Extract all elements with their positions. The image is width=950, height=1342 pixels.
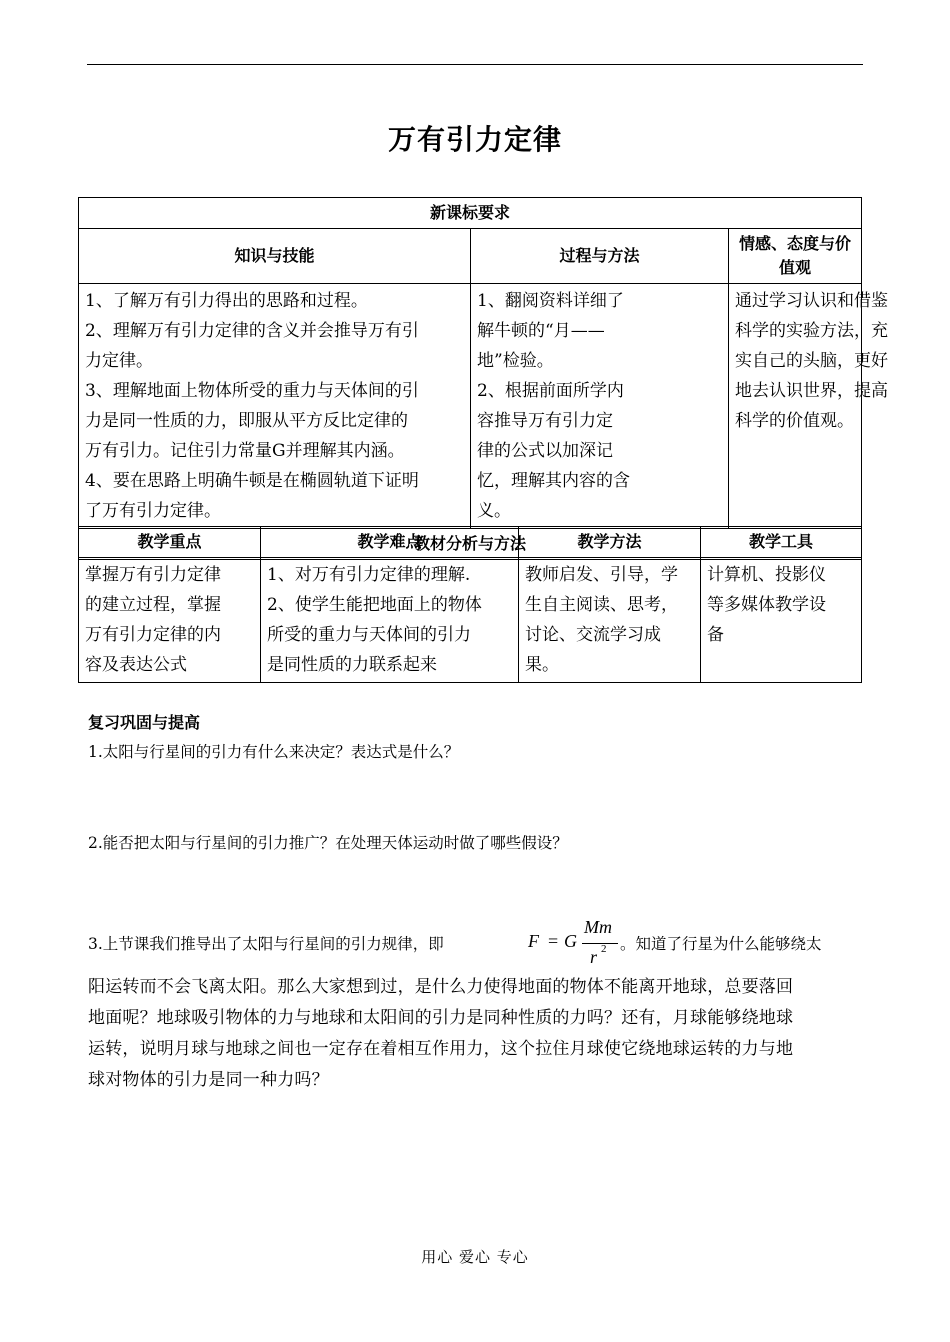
text-line: 的建立过程，掌握 [85,595,221,615]
text-line: 了万有引力定律。 [85,501,221,521]
text-line: 2、使学生能把地面上的物体 [267,595,482,615]
text-line: 地面呢？地球吸引物体的力与地球和太阳间的引力是同种性质的力吗？还有，月球能够绕地球 [88,1008,794,1028]
col-difficulty: 教学难点 [261,527,519,558]
text-line: 等多媒体教学设 [707,595,826,615]
text-line: 备 [707,625,724,645]
text-line: 掌握万有引力定律 [85,565,221,585]
col-knowledge: 知识与技能 [79,229,471,284]
text-line: 4、要在思路上明确牛顿是在椭圆轨道下证明 [85,471,419,491]
text-line: 地”检验。 [477,351,554,371]
fraction-bar [582,943,618,944]
emotion-cell [729,284,888,529]
text-line: 实自己的头脑，更好 [735,351,888,371]
text-line: 科学的价值观。 [735,411,854,431]
curriculum-table [78,197,888,560]
text-line: 所受的重力与天体间的引力 [267,625,471,645]
text-line: 2、根据前面所学内 [477,381,624,401]
text-line: 解牛顿的“月—— [477,321,605,341]
focus-cell [79,558,261,683]
text-line: 律的公式以加深记 [477,441,613,461]
text-line: 1、了解万有引力得出的思路和过程。 [85,291,368,311]
question-2: 2.能否把太阳与行星间的引力推广？在处理天体运动时做了哪些假设？ [88,834,568,852]
text-line: 万有引力。记住引力常量G并理解其内涵。 [85,441,405,461]
page-footer: 用心 爱心 专心 [421,1248,529,1266]
text-line: 忆，理解其内容的含 [477,471,630,491]
col-emotion: 情感、态度与价值观 [729,229,862,284]
question-3-intro [88,932,444,954]
text-line: 万有引力定律的内 [85,625,221,645]
formula-denominator: r [590,947,598,967]
gravitation-formula [524,917,624,973]
method-cell [519,558,701,683]
tools-cell [701,558,862,683]
text-line: 义。 [477,501,511,521]
text-line: 力是同一性质的力，即服从平方反比定律的 [85,411,408,431]
formula-numerator: Mm [584,917,612,937]
page-title: 万有引力定律 [387,123,562,156]
text-line: 果。 [525,655,559,675]
formula-exponent: 2 [601,943,607,955]
text-line: 阳运转而不会飞离太阳。那么大家想到过，是什么力使得地面的物体不能离开地球，总要落回 [88,977,794,997]
text-line: 教师启发、引导，学 [525,565,678,585]
formula-constant: G [564,931,577,951]
formula-lhs: F [528,931,539,951]
question-3-body [88,972,868,1096]
text-line: 容及表达公式 [85,655,187,675]
col-focus: 教学重点 [79,527,261,558]
text-line: 地去认识世界，提高 [735,381,888,401]
text-line: 运转，说明月球与地球之间也一定存在着相互作用力，这个拉住月球使它绕地球运转的力与地 [88,1039,794,1059]
text-line: 容推导万有引力定 [477,411,613,431]
process-cell [471,284,729,529]
text-line: 通过学习认识和借鉴 [735,291,888,311]
text-line: 计算机、投影仪 [707,565,826,585]
curriculum-heading: 新课标要求 [79,198,862,229]
formula-equals: = [548,931,559,951]
knowledge-cell [79,284,471,529]
question-3-lead: 3.上节课我们推导出了太阳与行星间的引力规律，即 [88,935,444,953]
col-process: 过程与方法 [471,229,729,284]
text-line: 2、理解万有引力定律的含义并会推导万有引 [85,321,419,341]
text-line: 讨论、交流学习成 [525,625,661,645]
text-line: 力定律。 [85,351,153,371]
header-rule [87,64,863,65]
review-heading: 复习巩固与提高 [88,713,201,732]
col-method: 教学方法 [519,527,701,558]
difficulty-cell [261,558,519,683]
text-line: 生自主阅读、思考， [525,595,678,615]
text-line: 3、理解地面上物体所受的重力与天体间的引 [85,381,419,401]
analysis-heading: 教材分析与方法 [79,529,862,560]
text-line: 1、对万有引力定律的理解. [267,565,471,585]
question-1: 1.太阳与行星间的引力有什么来决定？表达式是什么？ [88,743,460,761]
col-tools: 教学工具 [701,527,862,558]
analysis-table [78,526,862,683]
text-line: 是同性质的力联系起来 [267,655,437,675]
text-line: 1、翻阅资料详细了 [477,291,624,311]
text-line: 科学的实验方法，充 [735,321,888,341]
question-3-tail: 。知道了行星为什么能够绕太 [620,935,822,953]
text-line: 球对物体的引力是同一种力吗？ [88,1070,329,1090]
